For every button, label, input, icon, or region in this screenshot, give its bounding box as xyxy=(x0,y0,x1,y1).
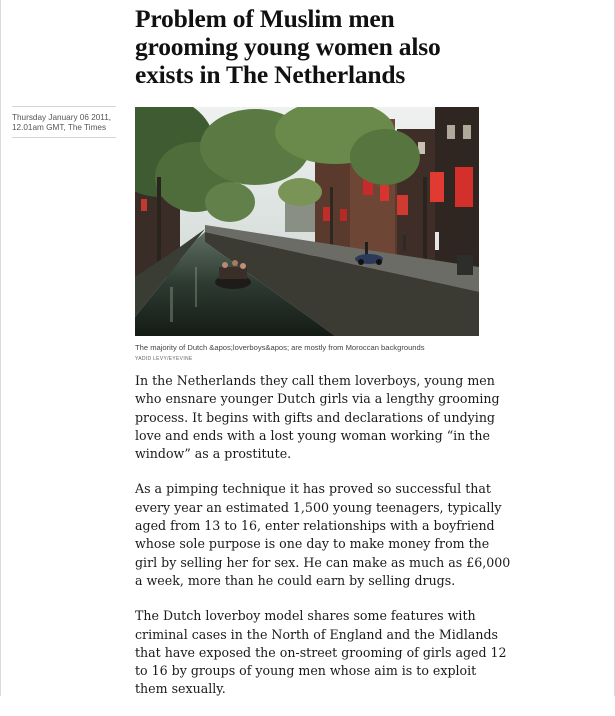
text-line: them sexually. xyxy=(135,681,226,697)
dateline-date: Thursday January 06 2011, xyxy=(12,113,112,122)
text-line: that have exposed the on-street grooming of girls aged 12 xyxy=(135,644,507,660)
article-body xyxy=(135,372,511,716)
text-line: to 16 by groups of young men whose aim is to exploit xyxy=(135,663,477,679)
article-dateline xyxy=(12,106,116,138)
text-line: girl by selling her for sex. He can make as much as £6,000 xyxy=(135,554,511,570)
photo-credit: YADID LEVY/EYEVINE xyxy=(135,356,193,362)
text-line: every year an estimated 1,500 young teenagers, typically xyxy=(135,499,502,515)
paragraph-1 xyxy=(135,372,500,463)
text-line: window” as a prostitute. xyxy=(135,446,292,462)
text-line: who ensnare younger Dutch girls via a lengthy grooming xyxy=(135,391,500,407)
text-line: love and ends with a lost young woman working “in the xyxy=(135,427,490,443)
text-line: criminal cases in the North of England and the Midlands xyxy=(135,626,499,642)
headline-line: grooming young women also xyxy=(135,32,441,61)
text-line: whose sole purpose is one day to make money from the xyxy=(135,536,490,552)
headline-line: Problem of Muslim men xyxy=(135,4,395,33)
page-left-border xyxy=(0,0,1,696)
article-headline xyxy=(135,5,535,89)
paragraph-2 xyxy=(135,480,511,590)
text-line: In the Netherlands they call them loverboys, young men xyxy=(135,373,495,388)
article-photo xyxy=(135,107,479,336)
photo-caption: The majority of Dutch &apos;loverboys&apos; are mostly from Moroccan backgrounds xyxy=(135,343,425,352)
text-line: The Dutch loverboy model shares some features with xyxy=(135,608,476,624)
headline-line: exists in The Netherlands xyxy=(135,60,406,89)
text-line: As a pimping technique it has proved so successful that xyxy=(135,481,491,497)
dateline-time-source: 12.01am GMT, The Times xyxy=(12,123,107,132)
text-line: a week, more than he could earn by selling drugs. xyxy=(135,572,456,588)
text-line: process. It begins with gifts and declarations of undying xyxy=(135,409,495,425)
text-line: aged from 13 to 16, enter relationships with a boyfriend xyxy=(135,518,495,534)
paragraph-3 xyxy=(135,607,507,698)
